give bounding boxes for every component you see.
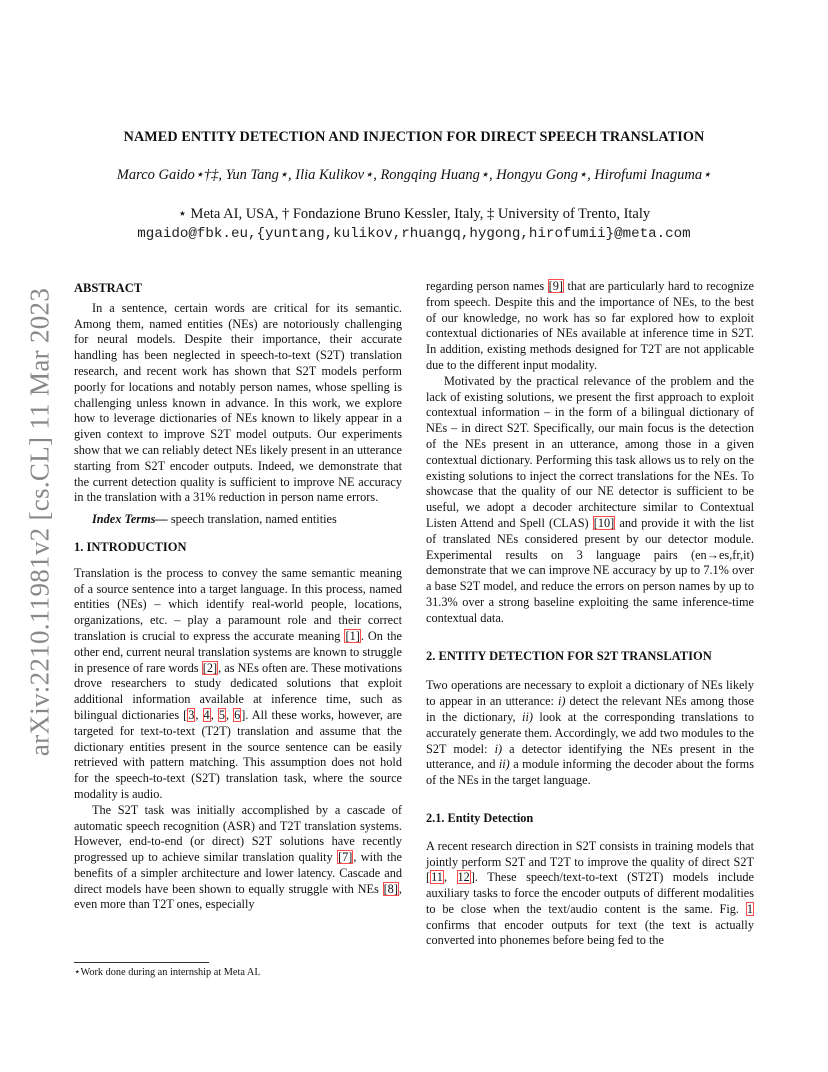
citation-link[interactable]: [10] bbox=[593, 515, 615, 530]
section-1-heading: 1. INTRODUCTION bbox=[74, 539, 187, 554]
figure-link[interactable]: 1 bbox=[746, 901, 753, 916]
citation-link[interactable]: 12 bbox=[457, 870, 470, 885]
author-list: Marco Gaido⋆†‡, Yun Tang⋆, Ilia Kulikov⋆, Rongqing Huang⋆, Hongyu Gong⋆, Hirofumi Inaguma⋆ bbox=[116, 167, 712, 183]
intro-paragraph-2: The S2T task was initially accomplished by a cascade of automatic speech recognition (ASR) and T2T translation systems. However, end-to-end (or direct) S2T solutions have recently progressed up to achieve similar translation quality [7], with the benefits of a simpler architecture and lower latency. Cascade and direct models have been shown to equally struggle with NEs [8], even more than T2T ones, especially bbox=[74, 802, 402, 912]
arxiv-identifier: arXiv:2210.11981v2 [cs.CL] 11 Mar 2023 bbox=[24, 287, 55, 757]
citation-link[interactable]: 4 bbox=[203, 707, 210, 722]
index-terms-label: Index Terms— bbox=[92, 512, 168, 527]
paper-title: NAMED ENTITY DETECTION AND INJECTION FOR DIRECT SPEECH TRANSLATION bbox=[123, 129, 705, 145]
section-2-1-paragraph-1: A recent research direction in S2T consists in training models that jointly perform S2T and T2T to improve the quality of direct S2T [11, 12]. These speech/text-to-text (ST2T) models include auxiliary tasks to force the encoder outputs of different modalities to be close when the text/audio content is the same. Fig. 1 confirms that encoder outputs for text (the text is actually converted into phonemes before being fed to the bbox=[426, 838, 754, 948]
citation-link[interactable]: [7] bbox=[338, 850, 353, 865]
citation-link[interactable]: [8] bbox=[383, 881, 398, 896]
section-2-paragraph-1: Two operations are necessary to exploit a dictionary of NEs likely to appear in an utterance: i) detect the relevant NEs among those in the dictionary, ii) look at the corresponding translations to accurately generate them. Accordingly, we add two modules to the S2T model: i) a detector identifying the NEs present in the utterance, and ii) a module informing the decoder about the forms of the NEs in the target language. bbox=[426, 678, 754, 788]
left-column bbox=[74, 281, 402, 913]
footnote: ⋆Work done during an internship at Meta AI. bbox=[74, 967, 261, 978]
intro-paragraph-3: regarding person names [9] that are particularly hard to recognize from speech. Despite this and the importance of NEs, to the best of our knowledge, no work has so far explored how to exploit contextual dictionaries of NEs available at inference time in S2T. In addition, existing methods designed for T2T are not applicable due to the different input modality. bbox=[426, 279, 754, 372]
citation-link[interactable]: 11 bbox=[431, 870, 443, 885]
footnote-rule bbox=[74, 962, 209, 963]
citation-link[interactable]: 6 bbox=[234, 707, 241, 722]
abstract-heading: ABSTRACT bbox=[74, 281, 143, 295]
index-terms-text: speech translation, named entities bbox=[170, 512, 337, 527]
right-column bbox=[426, 279, 754, 949]
intro-paragraph-4: Motivated by the practical relevance of the problem and the lack of existing solutions, we present the first approach to exploit contextual information – in the form of a bilingual dictionary of NEs – in direct S2T. Specifically, our main focus is the detection of the NEs present in an utterance, among those in a given contextual dictionary. Performing this task allows us to rely on the existing solutions to inject the correct translations for the NEs. To showcase that the quality of our NE detector is sufficient to be useful, we adopt a decoder architecture similar to Contextual Listen Attend and Spell (CLAS) [10] and provide it with the list of translated NEs considered present by our detector module. Experimental results on 3 language pairs (en→es,fr,it) demonstrate that we can improve NE accuracy by up to 7.1% over a base S2T model, and reduce the errors on person names by up to 31.3% over a strong baseline exploiting the same inference-time contextual data. bbox=[426, 373, 754, 625]
abstract-text: In a sentence, certain words are critical for its semantic. Among them, named entities (NEs) are notoriously challenging for neural models. Despite their importance, their accurate handling has been neglected in speech-to-text (S2T) translation research, and recent work has shown that S2T models perform poorly for locations and notably person names, whose spelling is challenging unless known in advance. In this work, we explore how to leverage dictionaries of NEs known to likely appear in a given context to improve S2T model outputs. Our experiments show that we can reliably detect NEs likely present in an utterance starting from S2T encoder outputs. Indeed, we demonstrate that the current detection quality is sufficient to improve NE accuracy in the translation with a 31% reduction in person name errors. bbox=[74, 300, 402, 505]
index-terms bbox=[74, 512, 402, 528]
arxiv-stamp bbox=[20, 282, 60, 762]
citation-link[interactable]: [9] bbox=[548, 279, 563, 293]
section-2-heading: 2. ENTITY DETECTION FOR S2T TRANSLATION bbox=[426, 648, 712, 663]
citation-link[interactable]: 3 bbox=[188, 707, 195, 722]
author-emails: mgaido@fbk.eu,{yuntang,kulikov,rhuangq,hygong,hirofumii}@meta.com bbox=[137, 226, 691, 242]
citation-link[interactable]: 5 bbox=[218, 707, 225, 722]
citation-link[interactable]: [1] bbox=[345, 628, 360, 643]
subsection-2-1-heading: 2.1. Entity Detection bbox=[426, 810, 534, 825]
citation-link[interactable]: [2] bbox=[202, 660, 218, 675]
intro-paragraph-1: Translation is the process to convey the same semantic meaning of a source sentence into a target language. In this process, named entities (NEs) – which identify real-world people, locations, organizations, etc. – play a paramount role and their correct translation is crucial to express the accurate meaning [1]. On the other end, current neural translation systems are known to struggle in presence of rare words [2], as NEs often are. These motivations drove researchers to study dedicated solutions that exploit additional information available at inference time, such as bilingual dictionaries [3, 4, 5, 6]. All these works, however, are targeted for text-to-text (T2T) translation and assume that the dictionary entities present in the source sentence can be easily retrieved with pattern matching. This assumption does not hold for the speech-to-text (S2T) translation task, where the source modality is audio. bbox=[74, 565, 403, 801]
affiliations: ⋆ Meta AI, USA, † Fondazione Bruno Kessler, Italy, ‡ University of Trento, Italy bbox=[177, 206, 651, 222]
